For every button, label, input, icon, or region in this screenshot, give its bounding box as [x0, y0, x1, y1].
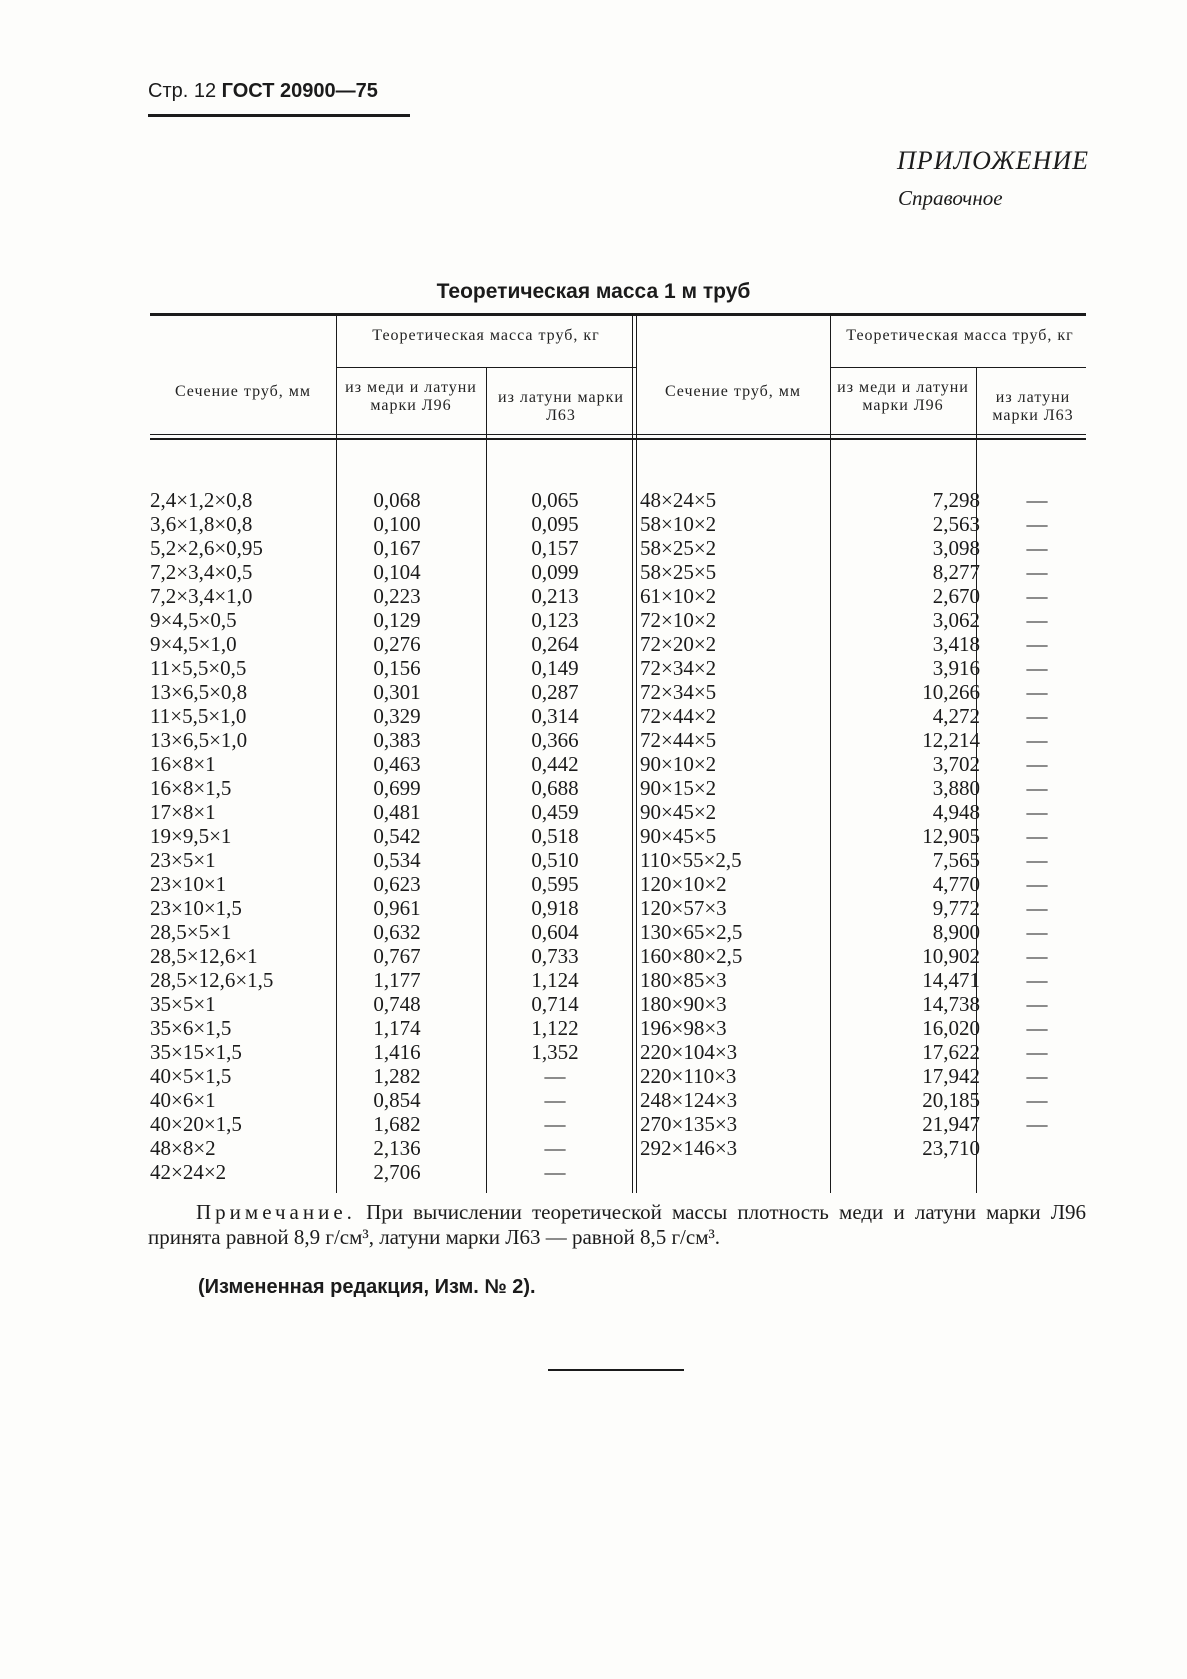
table-cell: 0,329 [373, 704, 421, 728]
note-text: При вычислении теоретической массы плотность меди и латуни марки Л96 принята равной 8,9 г/см³, латуни марки Л63 — равной 8,5 г/см³. [148, 1200, 1086, 1249]
header-mass-right: Теоретическая масса труб, кг [846, 327, 1074, 344]
left-brass-column [480, 488, 630, 1184]
left-copper-column [332, 488, 462, 1184]
table-cell: 3,916 [932, 656, 980, 680]
table-cell: 8,900 [932, 920, 980, 944]
table-cell: — [1026, 488, 1048, 512]
table-cell: 0,104 [373, 560, 421, 584]
right-section-column [640, 488, 830, 1160]
table-cell: 0,688 [531, 776, 579, 800]
table-cell: 1,177 [373, 968, 421, 992]
table-cell: — [1026, 752, 1048, 776]
table-cell: — [1026, 800, 1048, 824]
table-cell: 12,905 [922, 824, 980, 848]
table-cell: 7,298 [932, 488, 980, 512]
table-cell: 11×5,5×0,5 [150, 656, 247, 680]
table-cell: 20,185 [922, 1088, 980, 1112]
table-cell: 90×15×2 [640, 776, 717, 800]
table-cell: — [1026, 632, 1048, 656]
table-cell: 58×25×2 [640, 536, 717, 560]
table-cell: 2,706 [373, 1160, 421, 1184]
table-cell: 0,167 [373, 536, 421, 560]
table-cell: 61×10×2 [640, 584, 717, 608]
table-cell: 0,542 [373, 824, 421, 848]
table-cell: 90×10×2 [640, 752, 717, 776]
table-cell: 72×10×2 [640, 608, 717, 632]
table-cell: 10,266 [922, 680, 980, 704]
table-cell: 1,282 [373, 1064, 421, 1088]
table-cell: 35×5×1 [150, 992, 216, 1016]
header-bottom-rule-2 [150, 438, 1086, 440]
table-cell: 9×4,5×0,5 [150, 608, 237, 632]
table-cell: 130×65×2,5 [640, 920, 743, 944]
table-cell: 72×44×2 [640, 704, 717, 728]
page-number: Стр. 12 [148, 80, 217, 102]
right-copper-column [824, 488, 980, 1160]
note-label: Примечание. [196, 1200, 356, 1224]
table-cell: — [1026, 968, 1048, 992]
table-cell: 220×110×3 [640, 1064, 737, 1088]
left-section-column [150, 488, 340, 1184]
table-cell: 48×24×5 [640, 488, 717, 512]
table-cell: 9×4,5×1,0 [150, 632, 237, 656]
table-cell: 16×8×1 [150, 752, 216, 776]
table-cell: — [1026, 896, 1048, 920]
table-cell: 292×146×3 [640, 1136, 738, 1160]
table-cell: 110×55×2,5 [640, 848, 742, 872]
table-cell: 28,5×12,6×1 [150, 944, 258, 968]
table-cell: 2,4×1,2×0,8 [150, 488, 253, 512]
table-cell: 1,122 [531, 1016, 579, 1040]
table-cell: 0,459 [531, 800, 579, 824]
table-cell: 72×34×5 [640, 680, 717, 704]
table-cell: — [544, 1088, 566, 1112]
table-cell: — [1026, 776, 1048, 800]
header-brass-left: из латуни марки Л63 [498, 389, 624, 424]
table-cell: 23×10×1,5 [150, 896, 242, 920]
table-cell: 14,471 [922, 968, 980, 992]
table-cell: 5,2×2,6×0,95 [150, 536, 263, 560]
table-cell: 58×25×5 [640, 560, 717, 584]
table-cell: 1,124 [531, 968, 579, 992]
header-bottom-rule-1 [150, 434, 1086, 435]
table-cell: 0,065 [531, 488, 579, 512]
table-cell: 0,157 [531, 536, 579, 560]
table-cell: 120×10×2 [640, 872, 727, 896]
table-cell: 0,314 [531, 704, 579, 728]
table-cell: 14,738 [922, 992, 980, 1016]
table-cell: 0,714 [531, 992, 579, 1016]
table-cell: 7,2×3,4×0,5 [150, 560, 253, 584]
table-cell: — [1026, 920, 1048, 944]
table-cell: 1,352 [531, 1040, 579, 1064]
table-cell: 17,622 [922, 1040, 980, 1064]
header-brass-right: из латуни марки Л63 [992, 389, 1074, 424]
table-cell: 35×6×1,5 [150, 1016, 232, 1040]
table-cell: 3,098 [932, 536, 980, 560]
table-cell: — [1026, 728, 1048, 752]
table-cell: 28,5×12,6×1,5 [150, 968, 274, 992]
table-cell: 0,733 [531, 944, 579, 968]
table-cell: 7,565 [932, 848, 980, 872]
table-cell: 0,463 [373, 752, 421, 776]
table-cell: — [1026, 536, 1048, 560]
table-cell: 3,702 [932, 752, 980, 776]
table-cell: 3,6×1,8×0,8 [150, 512, 253, 536]
table-cell: 4,770 [932, 872, 980, 896]
table-cell: 0,301 [373, 680, 421, 704]
table-cell: 58×10×2 [640, 512, 717, 536]
header-mass-left: Теоретическая масса труб, кг [372, 327, 600, 344]
table-cell: 12,214 [922, 728, 980, 752]
table-cell: 8,277 [932, 560, 980, 584]
table-cell: 0,383 [373, 728, 421, 752]
header-section-right: Сечение труб, мм [664, 383, 802, 400]
header-sub-rule-right [830, 367, 1086, 368]
table-cell: 17×8×1 [150, 800, 216, 824]
table-cell: 7,2×3,4×1,0 [150, 584, 253, 608]
table-cell: 3,062 [932, 608, 980, 632]
table-cell: 17,942 [922, 1064, 980, 1088]
edition-note: (Измененная редакция, Изм. № 2). [198, 1276, 536, 1298]
table-cell: 72×44×5 [640, 728, 717, 752]
table-cell: — [1026, 1064, 1048, 1088]
table-cell: 23,710 [922, 1136, 980, 1160]
table-cell: 1,174 [373, 1016, 421, 1040]
table-cell: 0,366 [531, 728, 579, 752]
table-cell: 1,416 [373, 1040, 421, 1064]
table-cell: 0,068 [373, 488, 421, 512]
table-cell: 0,264 [531, 632, 579, 656]
appendix-title: ПРИЛОЖЕНИЕ [897, 146, 1089, 175]
table-cell: — [1026, 560, 1048, 584]
table-cell: 0,481 [373, 800, 421, 824]
table-cell: 40×20×1,5 [150, 1112, 242, 1136]
table-cell: — [1026, 848, 1048, 872]
table-cell: 160×80×2,5 [640, 944, 743, 968]
table-cell: 2,136 [373, 1136, 421, 1160]
table-cell: 0,287 [531, 680, 579, 704]
table-title: Теоретическая масса 1 м труб [436, 280, 751, 303]
table-cell: 48×8×2 [150, 1136, 216, 1160]
table-cell: — [1026, 1016, 1048, 1040]
table-cell: 0,632 [373, 920, 421, 944]
table-cell: 40×6×1 [150, 1088, 216, 1112]
table-cell: 1,682 [373, 1112, 421, 1136]
table-cell: 11×5,5×1,0 [150, 704, 247, 728]
table-cell: 180×90×3 [640, 992, 727, 1016]
table-cell: 72×20×2 [640, 632, 717, 656]
table-cell: 13×6,5×0,8 [150, 680, 248, 704]
table-cell: 9,772 [932, 896, 980, 920]
table-cell: — [1026, 656, 1048, 680]
table-cell: — [544, 1136, 566, 1160]
table-cell: 0,100 [373, 512, 421, 536]
table-cell: — [1026, 608, 1048, 632]
table-cell: — [544, 1112, 566, 1136]
table-cell: 13×6,5×1,0 [150, 728, 248, 752]
table-cell: 0,156 [373, 656, 421, 680]
table-cell: 2,670 [932, 584, 980, 608]
header-section-left: Сечение труб, мм [174, 383, 312, 400]
table-cell: 0,123 [531, 608, 579, 632]
standard-number: ГОСТ 20900—75 [221, 80, 378, 102]
table-cell: 0,623 [373, 872, 421, 896]
table-cell: 0,095 [531, 512, 579, 536]
table-cell: — [1026, 1088, 1048, 1112]
table-cell: 0,534 [373, 848, 421, 872]
table-cell: 90×45×2 [640, 800, 717, 824]
right-brass-column [988, 488, 1086, 1160]
table-cell: 0,604 [531, 920, 579, 944]
table-cell: 3,880 [932, 776, 980, 800]
table-cell: — [1026, 1040, 1048, 1064]
table-cell: 16,020 [922, 1016, 980, 1040]
table-cell: 270×135×3 [640, 1112, 738, 1136]
table-cell: 35×15×1,5 [150, 1040, 242, 1064]
table-cell: 28,5×5×1 [150, 920, 232, 944]
table-cell: — [1026, 512, 1048, 536]
table-cell: — [1026, 944, 1048, 968]
table-cell: 0,510 [531, 848, 579, 872]
table-cell: 19×9,5×1 [150, 824, 232, 848]
table-cell: 23×5×1 [150, 848, 216, 872]
table-cell: 0,518 [531, 824, 579, 848]
table-cell: 40×5×1,5 [150, 1064, 232, 1088]
table-cell: 0,213 [531, 584, 579, 608]
table-cell: — [1026, 680, 1048, 704]
table-cell: 2,563 [932, 512, 980, 536]
table-note [148, 1200, 1086, 1250]
table-cell: 196×98×3 [640, 1016, 727, 1040]
table-cell: — [1026, 992, 1048, 1016]
table-cell: 0,442 [531, 752, 579, 776]
table-cell: 0,223 [373, 584, 421, 608]
table-cell [988, 1136, 1086, 1160]
table-cell: 0,748 [373, 992, 421, 1016]
table-cell: 0,129 [373, 608, 421, 632]
table-cell: — [1026, 872, 1048, 896]
table-cell: — [1026, 704, 1048, 728]
table-cell: 0,276 [373, 632, 421, 656]
header-copper-left: из меди и латуни марки Л96 [345, 379, 477, 414]
table-cell: 10,902 [922, 944, 980, 968]
table-cell: 0,099 [531, 560, 579, 584]
table-cell: 120×57×3 [640, 896, 727, 920]
table-cell: 16×8×1,5 [150, 776, 232, 800]
table-cell: 0,918 [531, 896, 579, 920]
table-cell: — [1026, 1112, 1048, 1136]
table-cell: — [1026, 824, 1048, 848]
table-cell: 3,418 [932, 632, 980, 656]
table-cell: 90×45×5 [640, 824, 717, 848]
header-copper-right: из меди и латуни марки Л96 [837, 379, 969, 414]
table-cell: 0,595 [531, 872, 579, 896]
table-cell: 0,854 [373, 1088, 421, 1112]
table-cell: 0,149 [531, 656, 579, 680]
table-cell: 21,947 [922, 1112, 980, 1136]
end-rule [548, 1369, 684, 1371]
table-cell: 4,272 [932, 704, 980, 728]
table-cell: 23×10×1 [150, 872, 227, 896]
table-cell: 42×24×2 [150, 1160, 227, 1184]
col-divider-3b [636, 313, 637, 1193]
table-cell: 248×124×3 [640, 1088, 738, 1112]
table-cell: 4,948 [932, 800, 980, 824]
table-top-rule [150, 313, 1086, 316]
table-cell: 72×34×2 [640, 656, 717, 680]
table-cell: 0,699 [373, 776, 421, 800]
table-cell: 0,767 [373, 944, 421, 968]
table-cell: 0,961 [373, 896, 421, 920]
table-cell: — [544, 1064, 566, 1088]
page-header [148, 80, 410, 117]
col-divider-3a [632, 313, 633, 1193]
table-cell: 220×104×3 [640, 1040, 738, 1064]
table-cell: — [1026, 584, 1048, 608]
appendix-subtitle: Справочное [898, 186, 1003, 210]
table-cell: 180×85×3 [640, 968, 727, 992]
table-cell: — [544, 1160, 566, 1184]
